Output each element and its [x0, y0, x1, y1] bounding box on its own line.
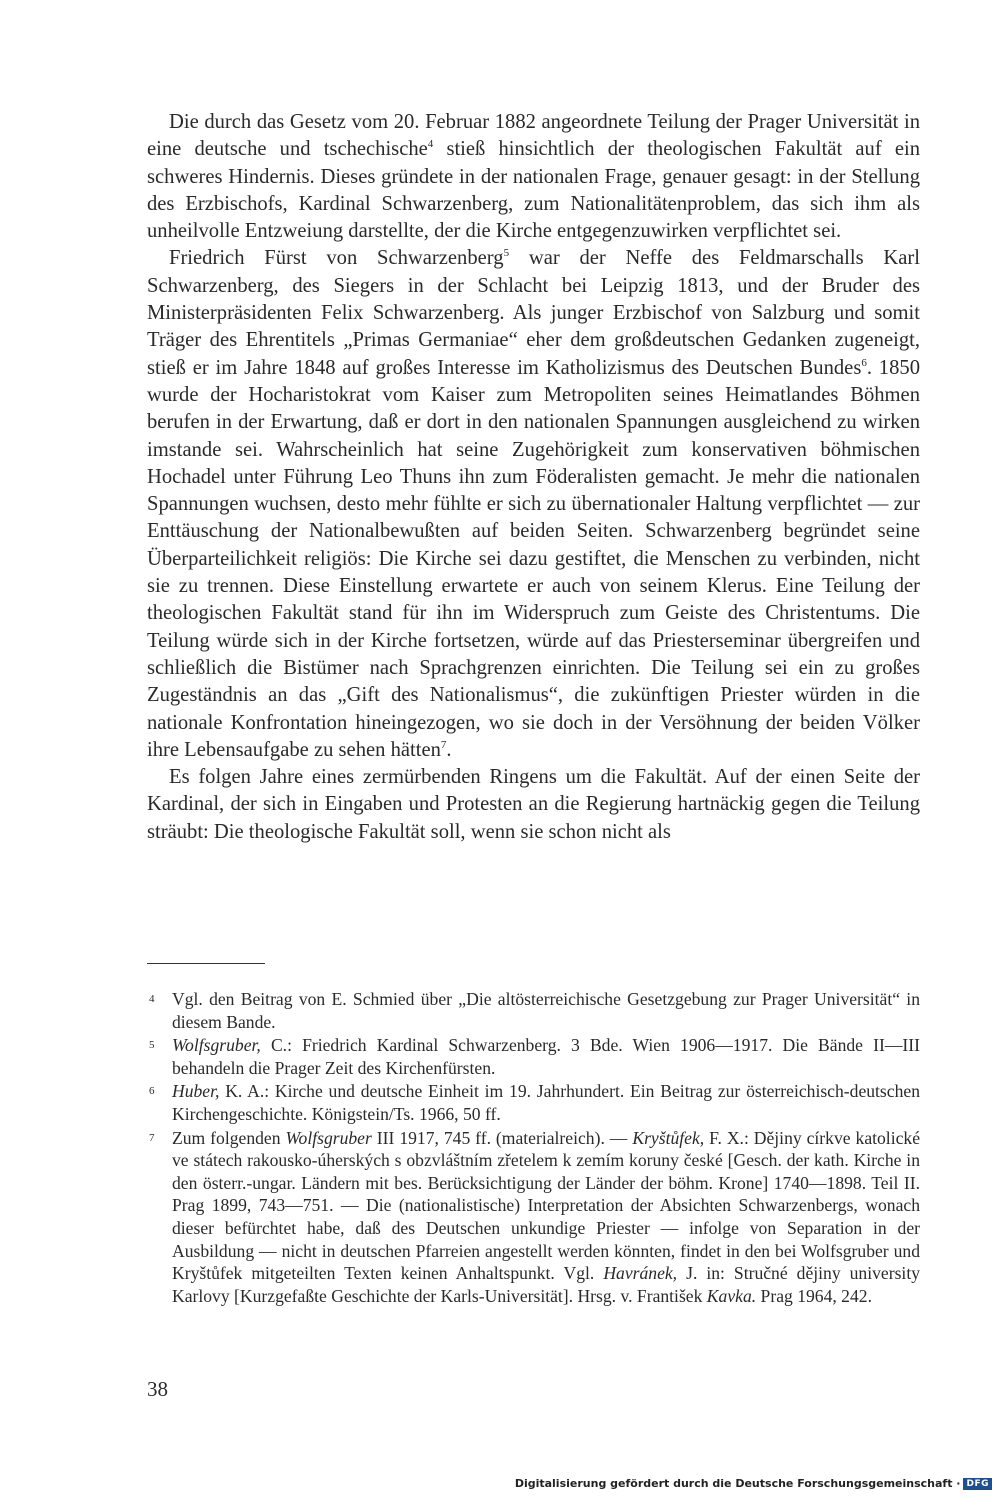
text-run: .	[446, 738, 452, 761]
footnote-ref: 4	[427, 138, 434, 151]
footnote	[147, 1127, 920, 1308]
footnote	[147, 1080, 920, 1125]
dfg-logo: DFG	[963, 1478, 992, 1490]
text-run: Zum folgenden	[172, 1127, 286, 1148]
text-run: J. in: Stručné dějiny university Karlovy [Kurzgefaßte Geschichte der Karls-Universität]. Hrsg. v. František	[172, 1263, 921, 1306]
text-run: war der Neffe des Feldmarschalls Karl Schwarzenberg, des Siegers in der Schlacht bei Leipzig 1813, und der Bruder des Ministerpräsidenten Felix Schwarzenberg. Als junger Erzbischof von Salzburg und somit Träger des Ehrentitels „Primas Germaniae“ eher dem großdeutschen Gedanken zugeneigt, stieß er im Jahre 1848 auf großes Interesse im Katholizismus des Deutschen Bundes	[147, 247, 920, 379]
digitization-footer	[515, 1477, 992, 1490]
text-run: stieß hinsichtlich der theologischen Fakultät auf ein schweres Hindernis. Dieses gründete in der nationalen Frage, genauer gesagt: in der Stellung des Erzbischofs, Kardinal Schwarzenberg, zum Nationalitätenproblem, das sich ihm als unheilvolle Entzweiung darstellte, der die Kirche entgegenzuwirken verpflichtet sei.	[147, 138, 920, 243]
page-number: 38	[147, 1377, 168, 1401]
author-name: Havránek,	[603, 1263, 678, 1284]
author-name: Wolfsgruber	[285, 1127, 372, 1148]
author-name: Kryštůfek,	[632, 1127, 705, 1148]
footnote-number: 7	[149, 1131, 155, 1144]
text-run: Es folgen Jahre eines zermürbenden Ringens um die Fakultät. Auf der einen Seite der Kardinal, der sich in Eingaben und Protesten an die Regierung hartnäckig gegen die Teilung sträubt: Die theologische Fakultät soll, wenn sie schon nicht als	[147, 766, 920, 843]
text-run: III 1917, 745 ff. (materialreich). —	[371, 1127, 633, 1148]
text-run: Friedrich Fürst von Schwarzenberg	[169, 247, 504, 270]
text-run: Vgl. den Beitrag von E. Schmied über „Die altösterreichische Gesetzgebung zur Prager Universität“ in diesem Bande.	[172, 989, 920, 1032]
footnote-number: 5	[149, 1039, 155, 1052]
footnote-separator	[147, 963, 265, 964]
footnote-ref: 7	[440, 738, 447, 751]
paragraph	[147, 109, 920, 245]
author-name: Huber,	[172, 1081, 220, 1102]
text-run: Prag 1964, 242.	[756, 1285, 872, 1306]
author-name: Wolfsgruber,	[172, 1035, 261, 1056]
text-run: . 1850 wurde der Hocharistokrat vom Kaiser zum Metropoliten seines Heimatlandes Böhmen berufen in der Erwartung, daß er dort in den nationalen Spannungen ausgleichend zu wirken imstande sei. Wahrscheinlich hat seine Zugehörigkeit zum konservativen böhmischen Hochadel unter Führung Leo Thuns ihn zum Föderalisten gemacht. Je mehr die nationalen Spannungen wuchsen, desto mehr fühlte er sich zu übernationaler Haltung verpflichtet — zur Enttäuschung der Nationalbewußten auf beiden Seiten. Schwarzenberg begründet seine Überparteilichkeit religiös: Die Kirche sei dazu gestiftet, die Menschen zu verbinden, nicht sie zu trennen. Diese Einstellung erwartete er auch von seinem Klerus. Eine Teilung der theologischen Fakultät stand für ihn im Widerspruch zum Geiste des Christentums. Die Teilung würde sich in der Kirche fortsetzen, würde auf das Priesterseminar übergreifen und schließlich die Bistümer nach Sprachgrenzen einrichten. Die Teilung sei ein zu großes Zugeständnis an das „Gift des Nationalismus“, die zukünftigen Priester würden in die nationale Konfrontation hineingezogen, wo sie doch in der Versöhnung der beiden Völker ihre Lebensaufgabe zu sehen hätten	[147, 356, 920, 761]
text-run: F. X.: Dějiny církve katolické ve státech rakousko-úherských s obzvláštním zřetelem k zemím koruny české [Gesch. der kath. Kirche in den österr.-ungar. Ländern mit bes. Berücksichtigung der Länder der böhm. Krone] 1740—1898. Teil II. Prag 1899, 743—751. — Die (nationalistische) Interpretation der Absichten Schwarzenbergs, wonach dieser befürchtet habe, daß des Deutschen unkundige Priester — infolge von Separation in der Ausbildung — nicht in deutschen Pfarreien angestellt werden könnten, findet in den bei Wolfsgruber und Kryštůfek mitgeteilten Texten keinen Anhaltspunkt. Vgl.	[172, 1127, 921, 1284]
footnote-ref: 5	[503, 247, 510, 260]
footnote	[147, 1034, 920, 1079]
main-text	[147, 109, 920, 846]
text-run: Die durch das Gesetz vom 20. Februar 1882 angeordnete Teilung der Prager Universität in eine deutsche und tschechische	[147, 111, 920, 161]
footnote	[147, 988, 920, 1033]
author-name: Kavka.	[706, 1285, 757, 1306]
footnote-number: 6	[149, 1085, 155, 1098]
footnotes	[147, 988, 920, 1308]
text-run: C.: Friedrich Kardinal Schwarzenberg. 3 Bde. Wien 1906—1917. Die Bände II—III behandeln die Prager Zeit des Kirchenfürsten.	[172, 1035, 920, 1078]
paragraph	[147, 764, 920, 846]
text-run: K. A.: Kirche und deutsche Einheit im 19. Jahrhundert. Ein Beitrag zur österreichisch-deutschen Kirchengeschichte. Königstein/Ts. 1966, 50 ff.	[172, 1081, 920, 1124]
footnote-ref: 6	[861, 356, 867, 369]
footer-text: Digitalisierung gefördert durch die Deutsche Forschungsgemeinschaft ·	[514, 1477, 961, 1490]
paragraph	[147, 245, 920, 764]
footnote-number: 4	[149, 993, 155, 1005]
